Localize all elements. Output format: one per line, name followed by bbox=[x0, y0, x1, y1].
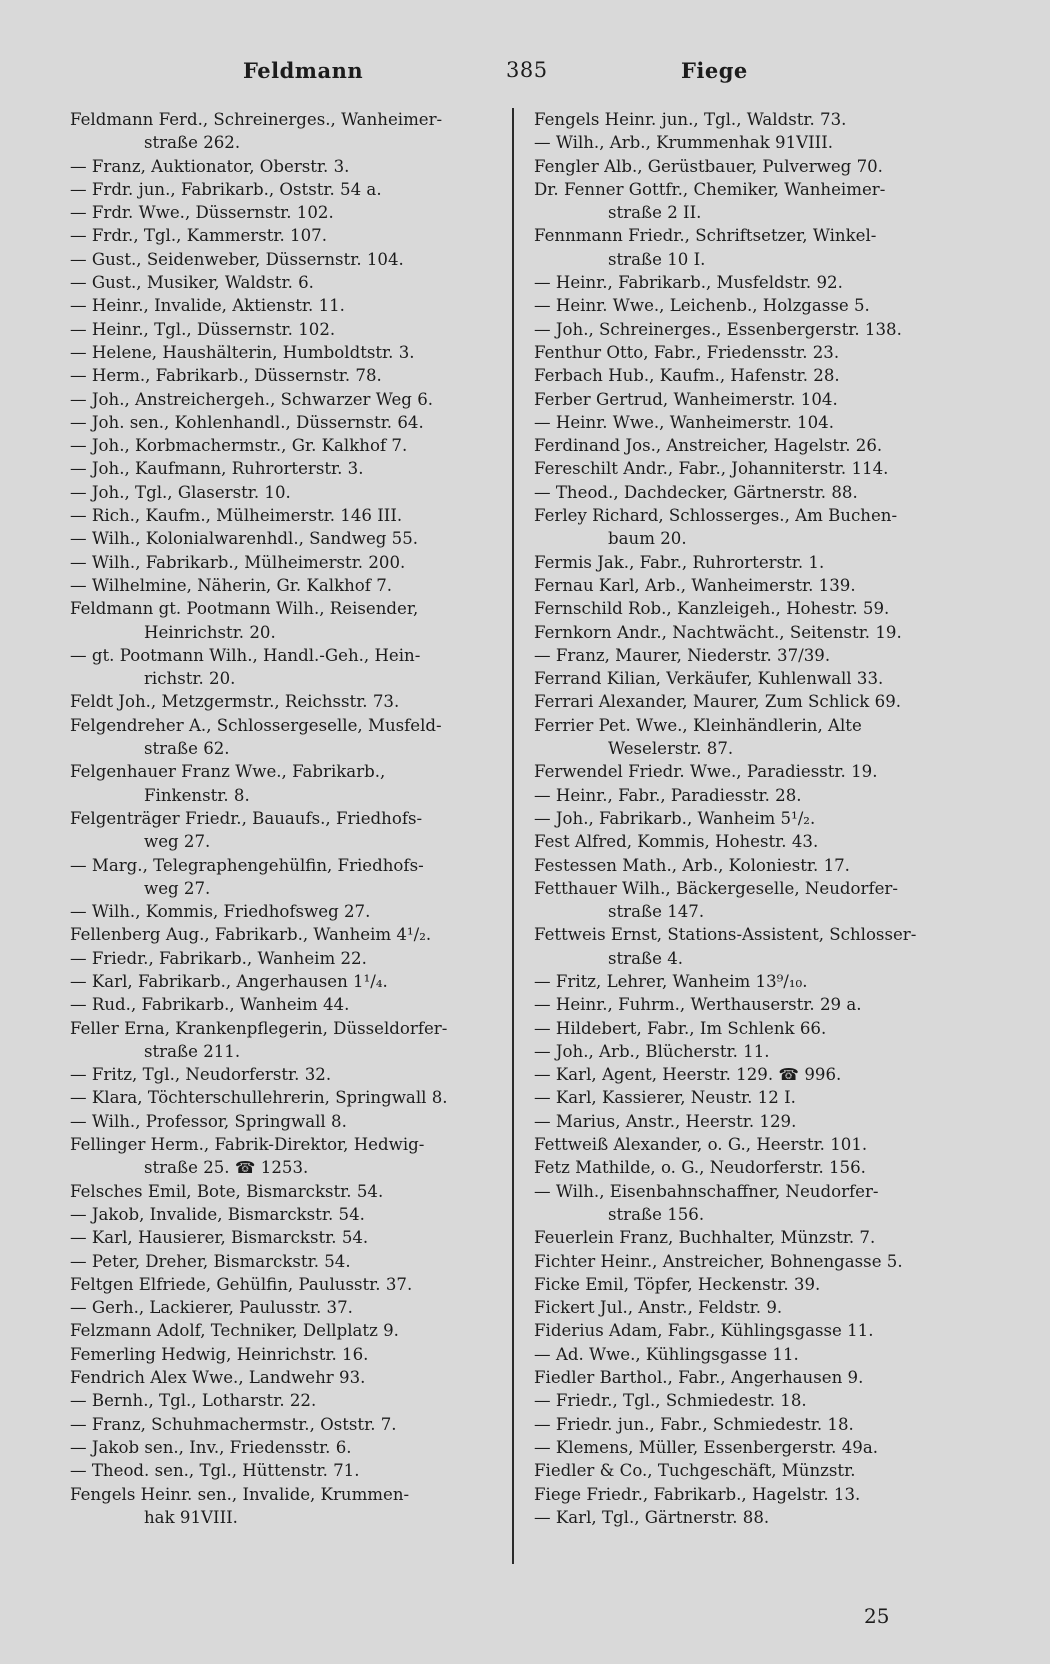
directory-entry: Feldt Joh., Metzgermstr., Reichsstr. 73. bbox=[70, 692, 400, 712]
directory-entry: Fermis Jak., Fabr., Ruhrorterstr. 1. bbox=[534, 552, 825, 572]
header-right-name: Fiege bbox=[681, 58, 748, 83]
directory-entry: Felsches Emil, Bote, Bismarckstr. 54. bbox=[70, 1181, 384, 1201]
entry-continuation: Heinrichstr. 20. bbox=[144, 622, 276, 642]
directory-entry: — Joh. sen., Kohlenhandl., Düssernstr. 64. bbox=[70, 412, 424, 432]
directory-entry: Ferber Gertrud, Wanheimerstr. 104. bbox=[534, 389, 838, 409]
entry-continuation: straße 2 II. bbox=[608, 203, 702, 223]
entry-continuation: weg 27. bbox=[144, 832, 211, 852]
directory-entry: Ferrari Alexander, Maurer, Zum Schlick 69. bbox=[534, 692, 902, 712]
directory-entry: Fetthauer Wilh., Bäckergeselle, Neudorfer- bbox=[534, 878, 898, 898]
directory-entry: — Klemens, Müller, Essenbergerstr. 49a. bbox=[534, 1437, 878, 1457]
directory-entry: — Peter, Dreher, Bismarckstr. 54. bbox=[70, 1251, 351, 1271]
page-number: 385 bbox=[506, 58, 548, 82]
directory-entry: — Franz, Auktionator, Oberstr. 3. bbox=[70, 156, 350, 176]
directory-entry: — Wilh., Fabrikarb., Mülheimerstr. 200. bbox=[70, 552, 406, 572]
directory-entry: Feltgen Elfriede, Gehülfin, Paulusstr. 37. bbox=[70, 1274, 413, 1294]
directory-entry: — Joh., Arb., Blücherstr. 11. bbox=[534, 1041, 770, 1061]
directory-entry: Ferdinand Jos., Anstreicher, Hagelstr. 26. bbox=[534, 436, 883, 456]
directory-entry: Ficke Emil, Töpfer, Heckenstr. 39. bbox=[534, 1274, 821, 1294]
directory-entry: — Joh., Korbmachermstr., Gr. Kalkhof 7. bbox=[70, 436, 408, 456]
directory-entry: — Joh., Fabrikarb., Wanheim 5¹/₂. bbox=[534, 808, 816, 828]
right-column bbox=[534, 108, 964, 1529]
entry-continuation: straße 10 I. bbox=[608, 249, 706, 269]
directory-entry: Festessen Math., Arb., Koloniestr. 17. bbox=[534, 855, 850, 875]
directory-entry: — Gust., Seidenweber, Düssernstr. 104. bbox=[70, 249, 404, 269]
entry-continuation: straße 25. ☎ 1253. bbox=[144, 1158, 309, 1178]
directory-entry: Fest Alfred, Kommis, Hohestr. 43. bbox=[534, 832, 819, 852]
directory-entry: — Karl, Fabrikarb., Angerhausen 1¹/₄. bbox=[70, 971, 388, 991]
directory-entry: Feldmann gt. Pootmann Wilh., Reisender, bbox=[70, 599, 419, 619]
left-column bbox=[70, 108, 500, 1529]
entry-continuation: richstr. 20. bbox=[144, 669, 236, 689]
directory-entry: Fiege Friedr., Fabrikarb., Hagelstr. 13. bbox=[534, 1484, 861, 1504]
directory-entry: Fichter Heinr., Anstreicher, Bohnengasse 5. bbox=[534, 1251, 903, 1271]
directory-entry: Felgendreher A., Schlossergeselle, Musfeld- bbox=[70, 715, 442, 735]
directory-entry: — Karl, Hausierer, Bismarckstr. 54. bbox=[70, 1228, 369, 1248]
directory-entry: Fetz Mathilde, o. G., Neudorferstr. 156. bbox=[534, 1158, 866, 1178]
directory-entry: — Theod. sen., Tgl., Hüttenstr. 71. bbox=[70, 1461, 360, 1481]
directory-entry: Fellenberg Aug., Fabrikarb., Wanheim 4¹/₂. bbox=[70, 925, 432, 945]
directory-entry: — Hildebert, Fabr., Im Schlenk 66. bbox=[534, 1018, 827, 1038]
directory-entry: Dr. Fenner Gottfr., Chemiker, Wanheimer- bbox=[534, 179, 886, 199]
directory-entry: Fengels Heinr. sen., Invalide, Krummen- bbox=[70, 1484, 410, 1504]
directory-entry: — Karl, Tgl., Gärtnerstr. 88. bbox=[534, 1507, 770, 1527]
directory-entry: — Frdr. Wwe., Düssernstr. 102. bbox=[70, 203, 334, 223]
directory-entry: — Friedr., Fabrikarb., Wanheim 22. bbox=[70, 948, 367, 968]
directory-entry: — Heinr. Wwe., Leichenb., Holzgasse 5. bbox=[534, 296, 870, 316]
directory-entry: Fennmann Friedr., Schriftsetzer, Winkel- bbox=[534, 226, 877, 246]
directory-entry: — Heinr., Fabr., Paradiesstr. 28. bbox=[534, 785, 802, 805]
directory-entry: — Franz, Schuhmachermstr., Oststr. 7. bbox=[70, 1414, 397, 1434]
directory-entry: — Heinr. Wwe., Wanheimerstr. 104. bbox=[534, 412, 834, 432]
directory-entry: — Frdr., Tgl., Kammerstr. 107. bbox=[70, 226, 327, 246]
directory-entry: Felgenträger Friedr., Bauaufs., Friedhofs- bbox=[70, 808, 423, 828]
directory-entry: — Franz, Maurer, Niederstr. 37/39. bbox=[534, 645, 831, 665]
directory-entry: — Ad. Wwe., Kühlingsgasse 11. bbox=[534, 1344, 799, 1364]
directory-entry: Felgenhauer Franz Wwe., Fabrikarb., bbox=[70, 762, 386, 782]
directory-entry: — Klara, Töchterschullehrerin, Springwall 8. bbox=[70, 1088, 448, 1108]
directory-entry: — Joh., Tgl., Glaserstr. 10. bbox=[70, 482, 291, 502]
directory-entry: Feuerlein Franz, Buchhalter, Münzstr. 7. bbox=[534, 1228, 876, 1248]
directory-entry: — Bernh., Tgl., Lotharstr. 22. bbox=[70, 1391, 317, 1411]
directory-entry: — Wilh., Kommis, Friedhofsweg 27. bbox=[70, 902, 371, 922]
entry-continuation: straße 4. bbox=[608, 948, 684, 968]
footer-signature: 25 bbox=[864, 1604, 890, 1628]
directory-entry: Fettweiß Alexander, o. G., Heerstr. 101. bbox=[534, 1135, 868, 1155]
directory-entry: Fereschilt Andr., Fabr., Johanniterstr. 114. bbox=[534, 459, 889, 479]
directory-entry: Fiedler Barthol., Fabr., Angerhausen 9. bbox=[534, 1368, 864, 1388]
directory-entry: — Rud., Fabrikarb., Wanheim 44. bbox=[70, 995, 350, 1015]
header-left-name: Feldmann bbox=[243, 58, 364, 83]
entry-continuation: hak 91VIII. bbox=[144, 1507, 238, 1527]
directory-entry: Fettweis Ernst, Stations-Assistent, Schlosser- bbox=[534, 925, 917, 945]
directory-entry: Fernkorn Andr., Nachtwächt., Seitenstr. 19. bbox=[534, 622, 902, 642]
directory-entry: — Theod., Dachdecker, Gärtnerstr. 88. bbox=[534, 482, 858, 502]
directory-entry: Fernschild Rob., Kanzleigeh., Hohestr. 59. bbox=[534, 599, 890, 619]
entry-continuation: straße 262. bbox=[144, 133, 241, 153]
directory-entry: — Rich., Kaufm., Mülheimerstr. 146 III. bbox=[70, 506, 403, 526]
directory-entry: — Wilh., Professor, Springwall 8. bbox=[70, 1111, 347, 1131]
directory-entry: — Marg., Telegraphengehülfin, Friedhofs- bbox=[70, 855, 424, 875]
directory-entry: — Heinr., Fuhrm., Werthauserstr. 29 a. bbox=[534, 995, 862, 1015]
directory-entry: — Joh., Anstreichergeh., Schwarzer Weg 6. bbox=[70, 389, 434, 409]
directory-entry: — Joh., Kaufmann, Ruhrorterstr. 3. bbox=[70, 459, 364, 479]
directory-entry: Fernau Karl, Arb., Wanheimerstr. 139. bbox=[534, 575, 856, 595]
entry-continuation: straße 147. bbox=[608, 902, 705, 922]
directory-entry: — Heinr., Fabrikarb., Musfeldstr. 92. bbox=[534, 273, 843, 293]
entry-continuation: straße 62. bbox=[144, 739, 230, 759]
directory-entry: — Wilh., Eisenbahnschaffner, Neudorfer- bbox=[534, 1181, 879, 1201]
directory-entry: — Gust., Musiker, Waldstr. 6. bbox=[70, 273, 314, 293]
directory-entry: — Joh., Schreinerges., Essenbergerstr. 138. bbox=[534, 319, 902, 339]
directory-entry: — Helene, Haushälterin, Humboldtstr. 3. bbox=[70, 342, 415, 362]
entry-continuation: Finkenstr. 8. bbox=[144, 785, 250, 805]
directory-entry: Fiderius Adam, Fabr., Kühlingsgasse 11. bbox=[534, 1321, 874, 1341]
directory-entry: — Wilh., Arb., Krummenhak 91VIII. bbox=[534, 133, 834, 153]
directory-entry: Felzmann Adolf, Techniker, Dellplatz 9. bbox=[70, 1321, 399, 1341]
directory-entry: Fendrich Alex Wwe., Landwehr 93. bbox=[70, 1368, 366, 1388]
directory-entry: — Jakob, Invalide, Bismarckstr. 54. bbox=[70, 1204, 365, 1224]
directory-entry: Fiedler & Co., Tuchgeschäft, Münzstr. bbox=[534, 1461, 856, 1481]
directory-entry: Ferley Richard, Schlosserges., Am Buchen- bbox=[534, 506, 898, 526]
directory-entry: — Wilhelmine, Näherin, Gr. Kalkhof 7. bbox=[70, 575, 393, 595]
directory-entry: — Wilh., Kolonialwarenhdl., Sandweg 55. bbox=[70, 529, 419, 549]
directory-entry: Fenthur Otto, Fabr., Friedensstr. 23. bbox=[534, 342, 840, 362]
directory-entry: Ferrier Pet. Wwe., Kleinhändlerin, Alte bbox=[534, 715, 862, 735]
entry-continuation: Weselerstr. 87. bbox=[608, 739, 734, 759]
directory-entry: Ferwendel Friedr. Wwe., Paradiesstr. 19. bbox=[534, 762, 878, 782]
directory-entry: — Frdr. jun., Fabrikarb., Oststr. 54 a. bbox=[70, 179, 382, 199]
directory-entry: Feller Erna, Krankenpflegerin, Düsseldorfer- bbox=[70, 1018, 448, 1038]
directory-entry: — Marius, Anstr., Heerstr. 129. bbox=[534, 1111, 797, 1131]
directory-entry: — Heinr., Invalide, Aktienstr. 11. bbox=[70, 296, 345, 316]
directory-entry: Feldmann Ferd., Schreinerges., Wanheimer- bbox=[70, 110, 443, 129]
directory-entry: — Herm., Fabrikarb., Düssernstr. 78. bbox=[70, 366, 382, 386]
directory-entry: — Heinr., Tgl., Düssernstr. 102. bbox=[70, 319, 336, 339]
directory-entry: Fellinger Herm., Fabrik-Direktor, Hedwig- bbox=[70, 1135, 425, 1155]
entry-continuation: baum 20. bbox=[608, 529, 687, 549]
directory-entry: — Fritz, Tgl., Neudorferstr. 32. bbox=[70, 1065, 332, 1085]
column-divider bbox=[512, 108, 514, 1564]
entry-continuation: weg 27. bbox=[144, 878, 211, 898]
directory-entry: — gt. Pootmann Wilh., Handl.-Geh., Hein- bbox=[70, 645, 421, 665]
directory-entry: — Friedr. jun., Fabr., Schmiedestr. 18. bbox=[534, 1414, 854, 1434]
directory-entry: — Friedr., Tgl., Schmiedestr. 18. bbox=[534, 1391, 807, 1411]
directory-entry: — Karl, Agent, Heerstr. 129. ☎ 996. bbox=[534, 1065, 842, 1085]
directory-entry: Fengels Heinr. jun., Tgl., Waldstr. 73. bbox=[534, 110, 847, 129]
directory-entry: Ferbach Hub., Kaufm., Hafenstr. 28. bbox=[534, 366, 840, 386]
directory-entry: Ferrand Kilian, Verkäufer, Kuhlenwall 33. bbox=[534, 669, 884, 689]
entry-continuation: straße 156. bbox=[608, 1204, 705, 1224]
directory-entry: — Fritz, Lehrer, Wanheim 13⁹/₁₀. bbox=[534, 971, 808, 991]
directory-entry: — Gerh., Lackierer, Paulusstr. 37. bbox=[70, 1298, 353, 1318]
directory-entry: Fengler Alb., Gerüstbauer, Pulverweg 70. bbox=[534, 156, 883, 176]
directory-entry: — Jakob sen., Inv., Friedensstr. 6. bbox=[70, 1437, 352, 1457]
directory-entry: — Karl, Kassierer, Neustr. 12 I. bbox=[534, 1088, 796, 1108]
directory-entry: Femerling Hedwig, Heinrichstr. 16. bbox=[70, 1344, 369, 1364]
directory-entry: Fickert Jul., Anstr., Feldstr. 9. bbox=[534, 1298, 783, 1318]
entry-continuation: straße 211. bbox=[144, 1041, 241, 1061]
